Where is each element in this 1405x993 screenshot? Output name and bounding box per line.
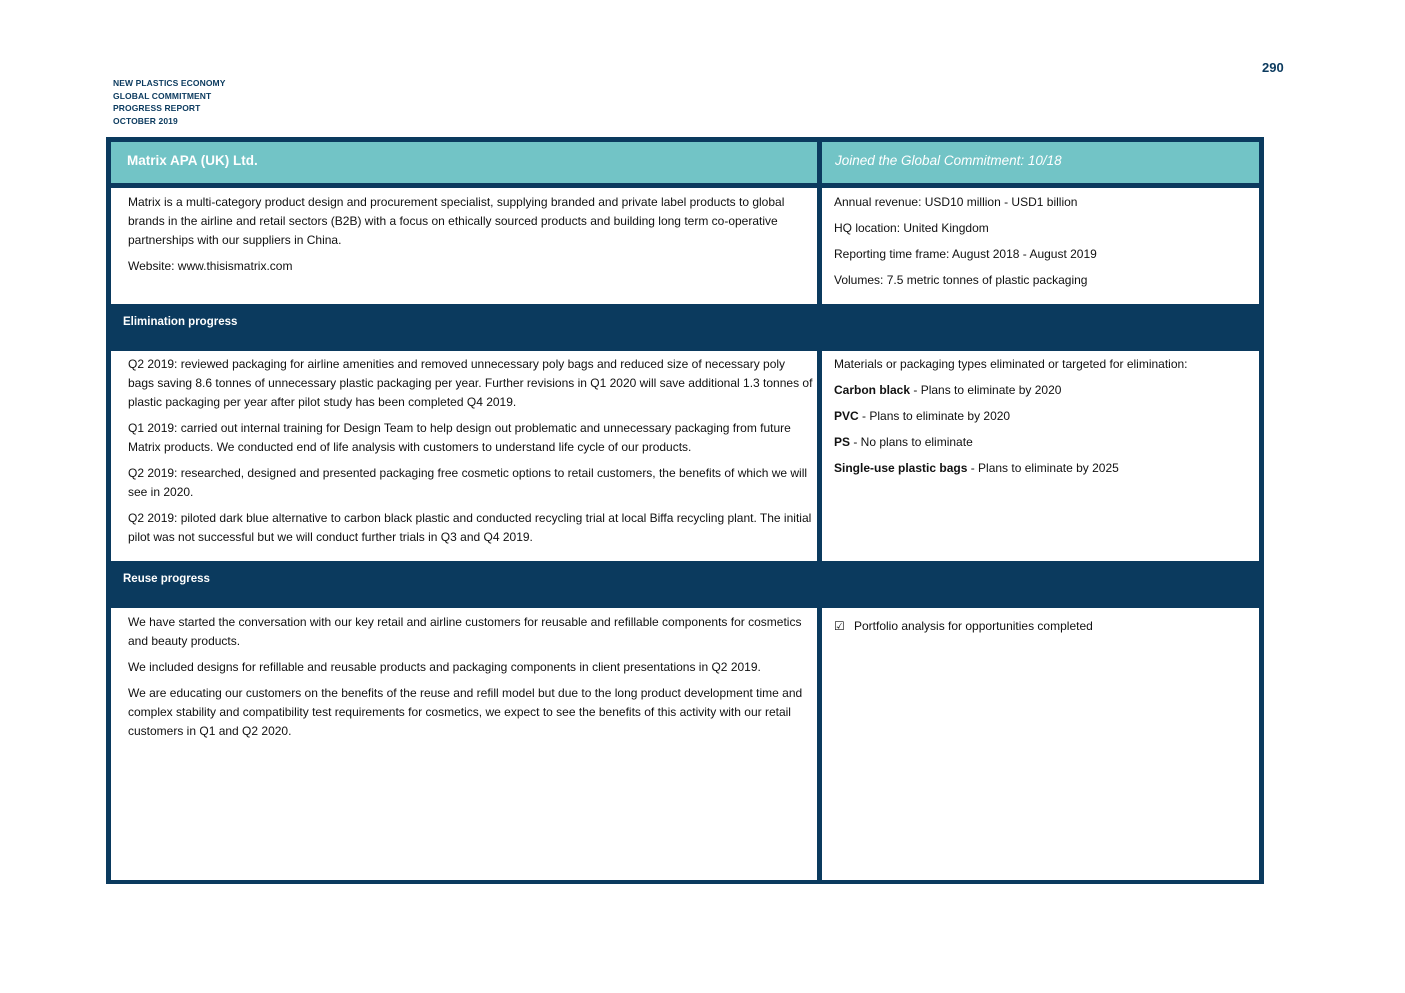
- material-item: [834, 381, 1255, 400]
- material-name: Carbon black: [834, 383, 911, 397]
- checklist-item: [834, 617, 1251, 636]
- material-name: PS: [834, 435, 851, 449]
- reuse-paragraph: We are educating our customers on the benefits of the reuse and refill model but due to the long product development time and complex stability and compatibility test requirements for cosmetics, we expect to see the benefits of this activity with our retail customers in Q1 and Q2 2020.: [128, 686, 803, 738]
- elimination-paragraph: Q2 2019: reviewed packaging for airline amenities and removed unnecessary poly bags and reduced size of necessary poly bags saving 8.6 tonnes of unnecessary plastic packaging per year. Further revisions in Q1 2020 will save additional 1.3 tonnes of plastic packaging per year after pilot study has been completed Q4 2019.: [128, 357, 813, 409]
- page-number: 290: [1262, 60, 1284, 75]
- report-header: [113, 77, 226, 127]
- fact-annual-revenue: Annual revenue: USD10 million - USD1 billion: [834, 195, 1078, 209]
- eliminated-materials-cell: [822, 351, 1259, 561]
- reuse-progress-cell: [111, 608, 817, 880]
- elimination-paragraph: Q1 2019: carried out internal training for Design Team to help design out problematic and unnecessary packaging from future Matrix products. We conducted end of life analysis with customers to understand life cycle of our products.: [128, 421, 791, 454]
- materials-heading: Materials or packaging types eliminated or targeted for elimination:: [834, 357, 1188, 371]
- company-facts-cell: [822, 188, 1259, 304]
- company-website: Website: www.thisismatrix.com: [128, 259, 293, 273]
- elimination-progress-cell: [111, 351, 817, 561]
- checklist-item-label: Portfolio analysis for opportunities completed: [854, 619, 1093, 633]
- reuse-paragraph: We included designs for refillable and reusable products and packaging components in client presentations in Q2 2019.: [128, 660, 761, 674]
- elimination-section-title: Elimination progress: [123, 316, 238, 328]
- reuse-section-title: Reuse progress: [123, 573, 210, 585]
- material-name: Single-use plastic bags: [834, 461, 968, 475]
- elimination-paragraph: Q2 2019: researched, designed and presented packaging free cosmetic options to retail customers, the benefits of which we will see in 2020.: [128, 466, 808, 499]
- reuse-checklist-cell: [822, 608, 1259, 880]
- material-status: - Plans to eliminate by 2020: [858, 409, 1011, 423]
- fact-volumes: Volumes: 7.5 metric tonnes of plastic packaging: [834, 273, 1088, 287]
- header-line-4: OCTOBER 2019: [113, 115, 178, 126]
- company-name: Matrix APA (UK) Ltd.: [111, 142, 817, 183]
- company-description: Matrix is a multi-category product design and procurement specialist, supplying branded and private label products to global brands in the airline and retail sectors (B2B) with a focus on ethically sourced products and building long term co-operative partnerships with our suppliers in China.: [128, 195, 785, 247]
- material-item: [834, 433, 1255, 452]
- checkbox-checked-icon: ☑: [834, 619, 845, 633]
- material-status: - No plans to eliminate: [850, 435, 973, 449]
- company-description-cell: [111, 188, 817, 304]
- fact-hq-location: HQ location: United Kingdom: [834, 221, 989, 235]
- joined-date: Joined the Global Commitment: 10/18: [822, 142, 1259, 183]
- material-status: - Plans to eliminate by 2025: [967, 461, 1119, 475]
- material-name: PVC: [834, 409, 859, 423]
- company-profile-table: [106, 137, 1264, 884]
- material-status: - Plans to eliminate by 2020: [910, 383, 1062, 397]
- header-line-3: PROGRESS REPORT: [113, 103, 201, 113]
- header-line-1: NEW PLASTICS ECONOMY: [113, 78, 226, 88]
- material-item: [834, 459, 1255, 478]
- elimination-paragraph: Q2 2019: piloted dark blue alternative to carbon black plastic and conducted recycling trial at local Biffa recycling plant. The initial pilot was not successful but we will conduct further trials in Q3 and Q4 2019.: [128, 511, 812, 544]
- header-line-2: GLOBAL COMMITMENT: [113, 90, 212, 101]
- reuse-paragraph: We have started the conversation with our key retail and airline customers for reusable and refillable components for cosmetics and beauty products.: [128, 615, 802, 648]
- fact-reporting-time-frame: Reporting time frame: August 2018 - August 2019: [834, 247, 1097, 261]
- material-item: [834, 407, 1255, 426]
